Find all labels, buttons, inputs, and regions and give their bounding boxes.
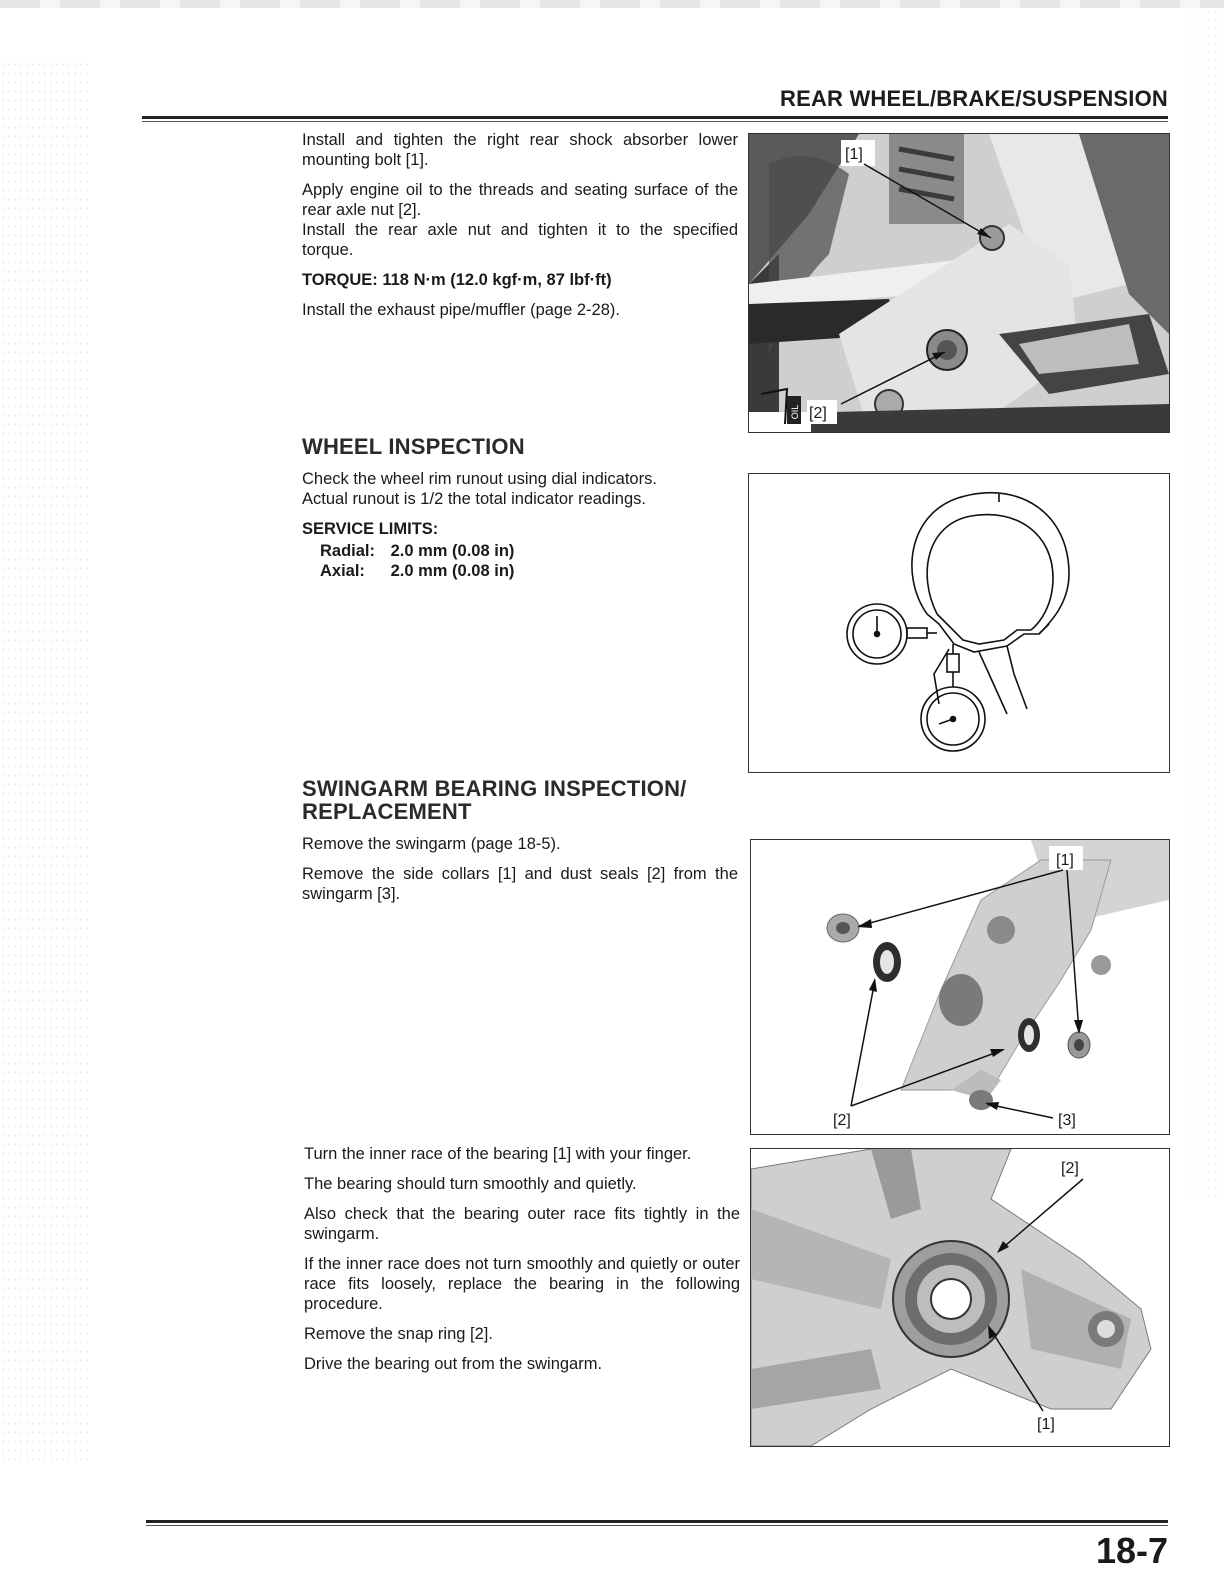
paragraph: Drive the bearing out from the swingarm. — [304, 1355, 603, 1373]
install-text-block — [302, 130, 738, 330]
header-rule — [142, 116, 1168, 119]
paragraph: The bearing should turn smoothly and quietly. — [304, 1175, 637, 1193]
swingarm-text — [302, 834, 738, 914]
callout-1: [1] — [1056, 852, 1074, 869]
callout-1: [1] — [1037, 1416, 1055, 1433]
paragraph: Also check that the bearing outer race fits tightly in the swingarm. — [304, 1205, 740, 1243]
callout-3: [3] — [1058, 1112, 1076, 1129]
callout-2: [2] — [833, 1112, 851, 1129]
paragraph: Install and tighten the right rear shock absorber lower mounting bolt [1]. — [302, 131, 738, 169]
figure-dial-indicator-drawing — [748, 473, 1170, 773]
spec-value: 2.0 mm (0.08 in) — [390, 562, 515, 580]
paragraph: If the inner race does not turn smoothly and quietly or outer race fits loosely, replace the bearing in the following procedure. — [304, 1255, 740, 1313]
spec-value: 2.0 mm (0.08 in) — [390, 542, 515, 560]
callout-2: [2] — [809, 405, 827, 422]
swingarm-collars-illustration — [751, 840, 1169, 1134]
callout-1: [1] — [845, 146, 863, 163]
callout-2: [2] — [1061, 1160, 1079, 1177]
header-rule-thin — [142, 121, 1168, 122]
paragraph: Actual runout is 1/2 the total indicator readings. — [302, 490, 646, 508]
shock-axle-illustration — [749, 134, 1169, 432]
torque-spec: TORQUE: 118 N·m (12.0 kgf·m, 87 lbf·ft) — [302, 271, 612, 289]
rim-runout-diagram — [749, 474, 1169, 772]
paragraph: Turn the inner race of the bearing [1] with your finger. — [304, 1145, 692, 1163]
service-limits-title: SERVICE LIMITS: — [302, 520, 439, 538]
scan-noise-right — [1184, 0, 1224, 1200]
footer-rule — [146, 1520, 1168, 1523]
spec-label: Axial: — [320, 562, 365, 580]
paragraph: Remove the snap ring [2]. — [304, 1325, 493, 1343]
spec-radial — [302, 541, 738, 561]
paragraph: Remove the swingarm (page 18-5). — [302, 835, 561, 853]
page-header-title: REAR WHEEL/BRAKE/SUSPENSION — [780, 86, 1168, 111]
heading-swingarm-bearing — [302, 777, 687, 823]
paragraph: Check the wheel rim runout using dial indicators. — [302, 470, 657, 488]
spec-axial — [302, 561, 738, 581]
paragraph: Remove the side collars [1] and dust seals [2] from the swingarm [3]. — [302, 865, 738, 903]
scan-edge-top — [0, 0, 1224, 8]
bearing-inspection-text — [304, 1144, 740, 1384]
spec-label: Radial: — [320, 542, 376, 560]
oil-stamp-text: OIL — [790, 404, 800, 420]
figure-bearing-snapring-photo — [750, 1148, 1170, 1447]
bearing-illustration — [751, 1149, 1169, 1446]
paragraph: Install the rear axle nut and tighten it to the specified torque. — [302, 221, 738, 259]
figure-shock-axle-photo — [748, 133, 1170, 433]
figure-swingarm-collars-seals — [750, 839, 1170, 1135]
heading-wheel-inspection: WHEEL INSPECTION — [302, 434, 525, 459]
scan-noise-left — [0, 60, 90, 1460]
heading-line: REPLACEMENT — [302, 799, 472, 824]
footer-rule-thin — [146, 1525, 1168, 1526]
paragraph: Apply engine oil to the threads and seating surface of the rear axle nut [2]. — [302, 181, 738, 219]
page-number: 18-7 — [1095, 1530, 1168, 1571]
paragraph: Install the exhaust pipe/muffler (page 2-28). — [302, 301, 620, 319]
wheel-inspection-text — [302, 469, 738, 581]
heading-line: SWINGARM BEARING INSPECTION/ — [302, 776, 687, 801]
